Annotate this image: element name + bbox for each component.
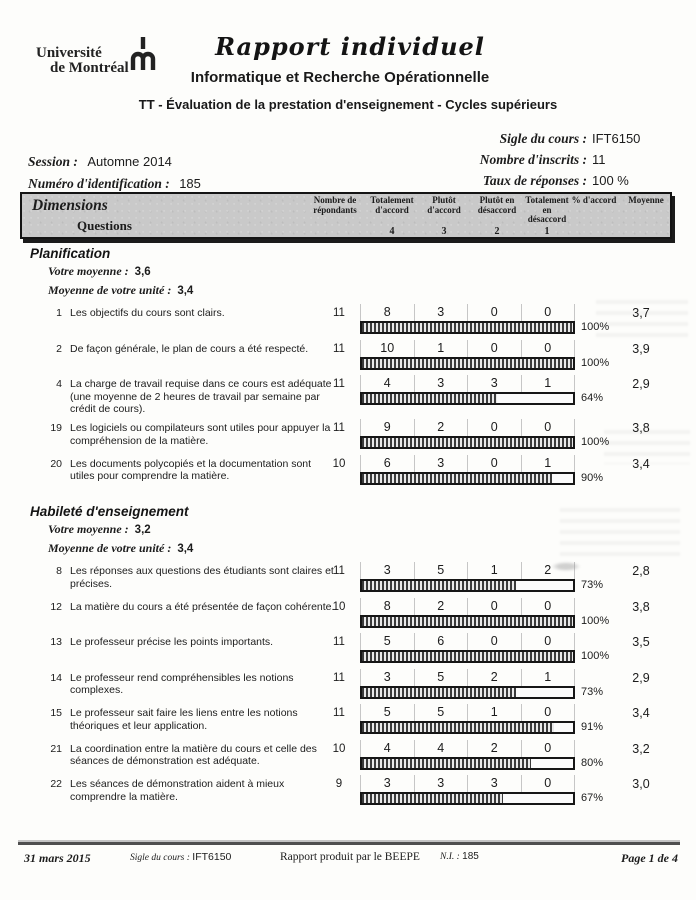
count-plutot-accord: 1 [414,340,468,357]
count-totalement-accord: 8 [360,598,414,615]
response-counts-grid [360,775,575,792]
count-plutot-accord: 5 [414,562,468,579]
count-totalement-accord: 3 [360,775,414,792]
question-text: Le professeur rend compréhensibles les notions complexes. [70,671,294,696]
percent-agreement-label: 73% [581,579,604,591]
respondents-count: 11 [333,342,345,355]
count-totalement-accord: 8 [360,304,414,321]
row-average: 3,5 [632,635,650,649]
question-number: 2 [56,342,62,355]
question-row [0,377,696,416]
session-value: Automne 2014 [87,154,172,169]
evaluation-title: TT - Évaluation de la prestation d'enseignement - Cycles supérieurs [138,97,558,112]
count-totalement-desaccord: 0 [521,740,576,757]
col-repondants: Nombre de répondants [313,195,357,215]
count-totalement-desaccord: 0 [521,633,576,650]
response-counts-grid [360,340,575,357]
section-planification [0,246,696,492]
percent-agreement-label: 67% [581,792,604,804]
moyenne-unite-label: Moyenne de votre unité : [48,541,172,555]
count-plutot-accord: 2 [414,419,468,436]
question-number: 1 [56,307,62,319]
percent-agreement-bar [360,472,575,485]
bar-fill [362,652,573,661]
course-info [0,122,696,190]
percent-agreement-bar [360,686,575,699]
question-number: 8 [56,565,62,577]
count-plutot-desaccord: 2 [467,669,521,686]
percent-agreement-bar [360,757,575,770]
response-counts-grid [360,598,575,615]
footer-ni [440,851,479,862]
respondents-count: 11 [333,707,345,719]
count-totalement-desaccord: 0 [521,704,576,721]
count-plutot-desaccord: 2 [467,740,521,757]
response-counts-grid [360,669,575,686]
count-plutot-accord: 4 [414,740,468,757]
col-totalement-accord [366,196,418,237]
bar-fill [362,581,516,590]
logo-line1: Université [36,45,102,61]
footer-produced-by: Rapport produit par le BEEPE [280,851,420,863]
percent-agreement-bar [360,721,575,734]
percent-agreement-label: 100% [581,614,610,627]
question-row [0,671,696,701]
question-row [0,306,696,336]
nombre-inscrits [405,149,674,170]
moyenne-unite-value: 3,4 [177,285,194,297]
count-totalement-accord: 3 [360,669,414,686]
bar-fill [362,723,554,732]
votre-moyenne-value: 3,2 [134,524,151,536]
percent-agreement-label: 64% [581,392,604,404]
respondents-count: 9 [335,778,343,790]
bar-fill [362,394,497,403]
moyenne-unite [48,283,696,299]
col-label: Totalement en désaccord [525,195,569,224]
moyenne-unite-label: Moyenne de votre unité : [48,283,172,297]
count-plutot-desaccord: 0 [467,633,521,650]
footer-ni-value: 185 [462,851,479,862]
count-totalement-desaccord: 2 [521,562,576,579]
row-average: 3,4 [632,456,650,471]
count-totalement-accord: 3 [360,562,414,579]
respondents-count: 11 [333,565,345,577]
question-number: 4 [56,378,62,390]
numero-value: 185 [179,175,201,191]
count-totalement-desaccord: 1 [521,375,576,392]
percent-agreement-label: 100% [581,650,610,662]
bar-fill [362,617,573,626]
count-plutot-desaccord: 0 [467,419,521,436]
count-plutot-desaccord: 3 [467,375,521,392]
inscrits-label: Nombre d'inscrits : [479,152,587,167]
question-number: 21 [50,742,62,755]
count-plutot-desaccord: 3 [467,775,521,792]
bar-fill [362,359,573,368]
row-average: 3,7 [632,306,650,320]
bar-fill [362,474,552,483]
question-text: Les logiciels ou compilateurs sont utiles pour appuyer la compréhension de la matière. [70,422,331,447]
questions-label: Questions [77,218,132,233]
department-name: Informatique et Recherche Opérationnelle [190,69,490,86]
section-title: Planification [30,246,111,261]
count-plutot-desaccord: 0 [467,340,521,357]
count-totalement-accord: 10 [360,340,414,357]
course-info-right [405,128,674,191]
count-plutot-accord: 3 [414,304,468,321]
votre-moyenne-value: 3,6 [134,266,151,278]
col-plutot-desaccord [470,196,524,237]
col-plutot-accord [418,196,470,237]
question-row [0,421,696,451]
percent-agreement-bar [360,615,575,628]
taux-reponses [405,170,674,191]
percent-agreement-bar [360,436,575,449]
question-text: De façon générale, le plan de cours a été respecté. [70,342,309,355]
percent-agreement-label: 80% [581,756,604,769]
count-totalement-desaccord: 1 [521,669,576,686]
logo-line2: de Montréal [50,60,129,76]
percent-agreement-label: 91% [581,721,604,733]
row-average: 3,8 [632,421,650,435]
bar-fill [362,688,516,697]
question-text: Les documents polycopiés et la documentation sont utiles pour comprendre la matière. [70,457,312,482]
scale-1: 1 [544,225,550,237]
response-counts-grid [360,455,575,472]
scale-4: 4 [389,225,395,237]
footer-ni-label: N.I. : [440,852,460,862]
question-text: La matière du cours a été présentée de façon cohérente. [70,600,335,613]
report-title: Rapport individuel [215,32,485,61]
footer-page-number: Page 1 de 4 [621,851,678,865]
section-title: Habileté d'enseignement [30,504,189,519]
numero-label: Numéro d'identification : [28,175,170,191]
respondents-count: 11 [333,422,345,434]
count-totalement-accord: 6 [360,455,414,472]
respondents-count: 11 [333,378,345,390]
question-rows [0,564,696,807]
response-counts-grid [360,304,575,321]
sigle-value: IFT6150 [592,131,641,146]
sigle-du-cours [405,128,674,149]
count-plutot-desaccord: 1 [467,562,521,579]
footer-date: 31 mars 2015 [24,851,91,865]
row-average: 3,8 [632,599,650,614]
col-label: Plutôt en désaccord [477,195,517,215]
percent-agreement-bar [360,579,575,592]
response-counts-grid [360,375,575,392]
question-row [0,777,696,807]
question-row [0,600,696,630]
percent-agreement-label: 100% [581,356,610,369]
question-number: 19 [50,422,62,434]
col-moyenne: Moyenne [628,195,664,205]
percent-agreement-label: 100% [581,321,610,333]
count-totalement-accord: 4 [360,740,414,757]
row-average: 3,0 [632,777,650,791]
count-plutot-desaccord: 0 [467,304,521,321]
course-info-left [28,151,201,194]
row-average: 2,9 [632,670,650,685]
percent-agreement-bar [360,792,575,805]
question-row [0,342,696,372]
question-text: La coordination entre la matière du cours et celle des séances de démonstration est adéquate. [70,742,317,767]
inscrits-value: 11 [592,152,606,167]
row-average: 3,9 [632,341,650,356]
count-plutot-accord: 5 [414,704,468,721]
udem-logo [36,46,129,76]
count-plutot-accord: 3 [414,375,468,392]
row-average: 3,2 [632,741,650,756]
bar-fill [362,438,573,447]
count-plutot-accord: 3 [414,455,468,472]
respondents-count: 11 [333,307,345,319]
respondents-count: 10 [332,457,346,470]
sigle-label: Sigle du cours : [499,131,587,146]
question-text: Le professeur sait faire les liens entre les notions théoriques et leur application. [70,707,298,732]
response-counts-grid [360,704,575,721]
question-row [0,706,696,736]
row-average: 2,9 [632,377,650,391]
footer-sigle-label: Sigle du cours : [130,853,190,863]
question-text: Les réponses aux questions des étudiants sont claires et précises. [70,565,334,590]
count-totalement-accord: 4 [360,375,414,392]
dimensions-label: Dimensions [32,197,108,214]
question-rows [0,306,696,487]
votre-moyenne-label: Votre moyenne : [48,264,129,278]
respondents-count: 10 [332,742,346,755]
col-totalement-desaccord [524,196,570,237]
footer-sigle [130,851,231,863]
percent-agreement-bar [360,321,575,334]
percent-agreement-bar [360,357,575,370]
question-number: 15 [50,707,62,719]
count-totalement-desaccord: 1 [521,455,576,472]
count-plutot-accord: 3 [414,775,468,792]
question-row [0,457,696,487]
count-plutot-accord: 5 [414,669,468,686]
scale-3: 3 [441,225,447,237]
percent-agreement-label: 100% [581,436,610,448]
col-label: Plutôt d'accord [427,195,461,215]
question-number: 12 [50,600,62,613]
moyenne-unite-value: 3,4 [177,543,194,555]
count-totalement-accord: 5 [360,633,414,650]
count-plutot-desaccord: 1 [467,704,521,721]
response-counts-grid [360,562,575,579]
response-counts-grid [360,740,575,757]
col-pct-accord: % d'accord [571,195,617,205]
question-text: Le professeur précise les points importants. [70,636,274,648]
section-habilete-enseignement [0,504,696,813]
count-plutot-accord: 2 [414,598,468,615]
bar-fill [362,794,503,803]
question-number: 13 [50,636,62,648]
count-plutot-desaccord: 0 [467,598,521,615]
question-row [0,742,696,772]
response-counts-grid [360,633,575,650]
votre-moyenne [48,522,696,538]
question-row [0,564,696,594]
session [28,151,201,173]
count-totalement-desaccord: 0 [521,419,576,436]
respondents-count: 11 [333,636,345,648]
footer-rule [18,842,680,845]
count-totalement-accord: 5 [360,704,414,721]
percent-agreement-bar [360,392,575,405]
count-plutot-desaccord: 0 [467,455,521,472]
percent-agreement-label: 73% [581,685,604,698]
votre-moyenne-label: Votre moyenne : [48,522,129,536]
table-header [20,192,672,239]
col-label: Totalement d'accord [370,195,414,215]
row-average: 3,4 [632,706,650,720]
count-totalement-accord: 9 [360,419,414,436]
footer-sigle-value: IFT6150 [192,851,232,863]
moyenne-unite [48,541,696,557]
count-totalement-desaccord: 0 [521,598,576,615]
taux-label: Taux de réponses : [482,173,587,188]
count-totalement-desaccord: 0 [521,775,576,792]
respondents-count: 11 [333,671,345,684]
bar-fill [362,759,531,768]
percent-agreement-label: 90% [581,471,604,484]
table-columns [304,196,674,237]
count-totalement-desaccord: 0 [521,340,576,357]
count-plutot-accord: 6 [414,633,468,650]
question-text: Les objectifs du cours sont clairs. [70,307,225,319]
percent-agreement-bar [360,650,575,663]
page-footer [18,842,680,882]
votre-moyenne [48,264,696,280]
response-counts-grid [360,419,575,436]
question-number: 22 [50,778,62,790]
respondents-count: 10 [332,600,346,613]
row-average: 2,8 [632,564,650,578]
question-text: La charge de travail requise dans ce cours est adéquate (une moyenne de 2 heures de travail par semaine par crédit de cours). [70,378,332,415]
question-row [0,635,696,665]
numero-identification [28,173,201,195]
question-number: 14 [50,671,62,684]
count-totalement-desaccord: 0 [521,304,576,321]
taux-value: 100 % [592,173,629,188]
question-text: Les séances de démonstration aident à mieux comprendre la matière. [70,778,285,803]
scale-2: 2 [494,225,500,237]
bar-fill [362,323,573,332]
question-number: 20 [50,457,62,470]
session-label: Session : [28,154,78,169]
